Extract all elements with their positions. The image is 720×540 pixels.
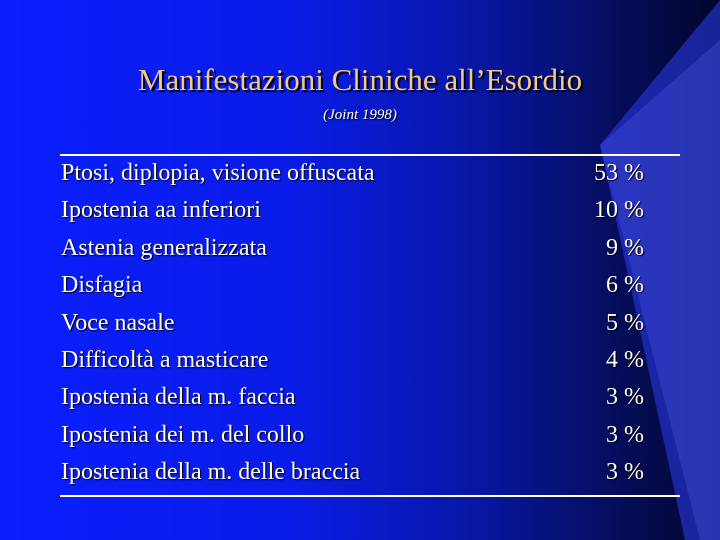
table-row: [60, 268, 680, 305]
table-row: [60, 455, 680, 492]
table-row: [60, 156, 680, 193]
table-row: [60, 380, 680, 417]
table-bottom-rule: [60, 495, 680, 497]
row-label: Astenia generalizzata: [61, 234, 267, 261]
table-row: [60, 193, 680, 230]
row-value: 4 %: [606, 346, 644, 373]
row-label: Voce nasale: [61, 309, 175, 336]
row-value: 9 %: [606, 234, 644, 261]
row-label: Ipostenia della m. faccia: [61, 384, 296, 411]
row-value: 3 %: [606, 384, 644, 411]
row-label: Ptosi, diplopia, visione offuscata: [61, 160, 375, 186]
row-value: 6 %: [606, 272, 644, 299]
manifestations-table: [60, 156, 680, 493]
row-value: 5 %: [606, 309, 644, 336]
row-label: Ipostenia aa inferiori: [61, 197, 261, 224]
table-row: [60, 418, 680, 455]
row-label: Ipostenia dei m. del collo: [61, 421, 305, 448]
table-row: [60, 306, 680, 343]
table-row: [60, 343, 680, 380]
row-label: Ipostenia della m. delle braccia: [61, 459, 361, 486]
row-value: 3 %: [606, 421, 644, 448]
row-label: Disfagia: [61, 272, 143, 299]
row-value: 53 %: [594, 160, 644, 186]
row-label: Difficoltà a masticare: [61, 346, 269, 373]
slide-title: Manifestazioni Cliniche all’Esordio: [137, 62, 583, 97]
slide-subtitle: (Joint 1998): [323, 107, 397, 123]
row-value: 10 %: [594, 197, 644, 224]
table-row: [60, 231, 680, 268]
row-value: 3 %: [606, 459, 644, 486]
